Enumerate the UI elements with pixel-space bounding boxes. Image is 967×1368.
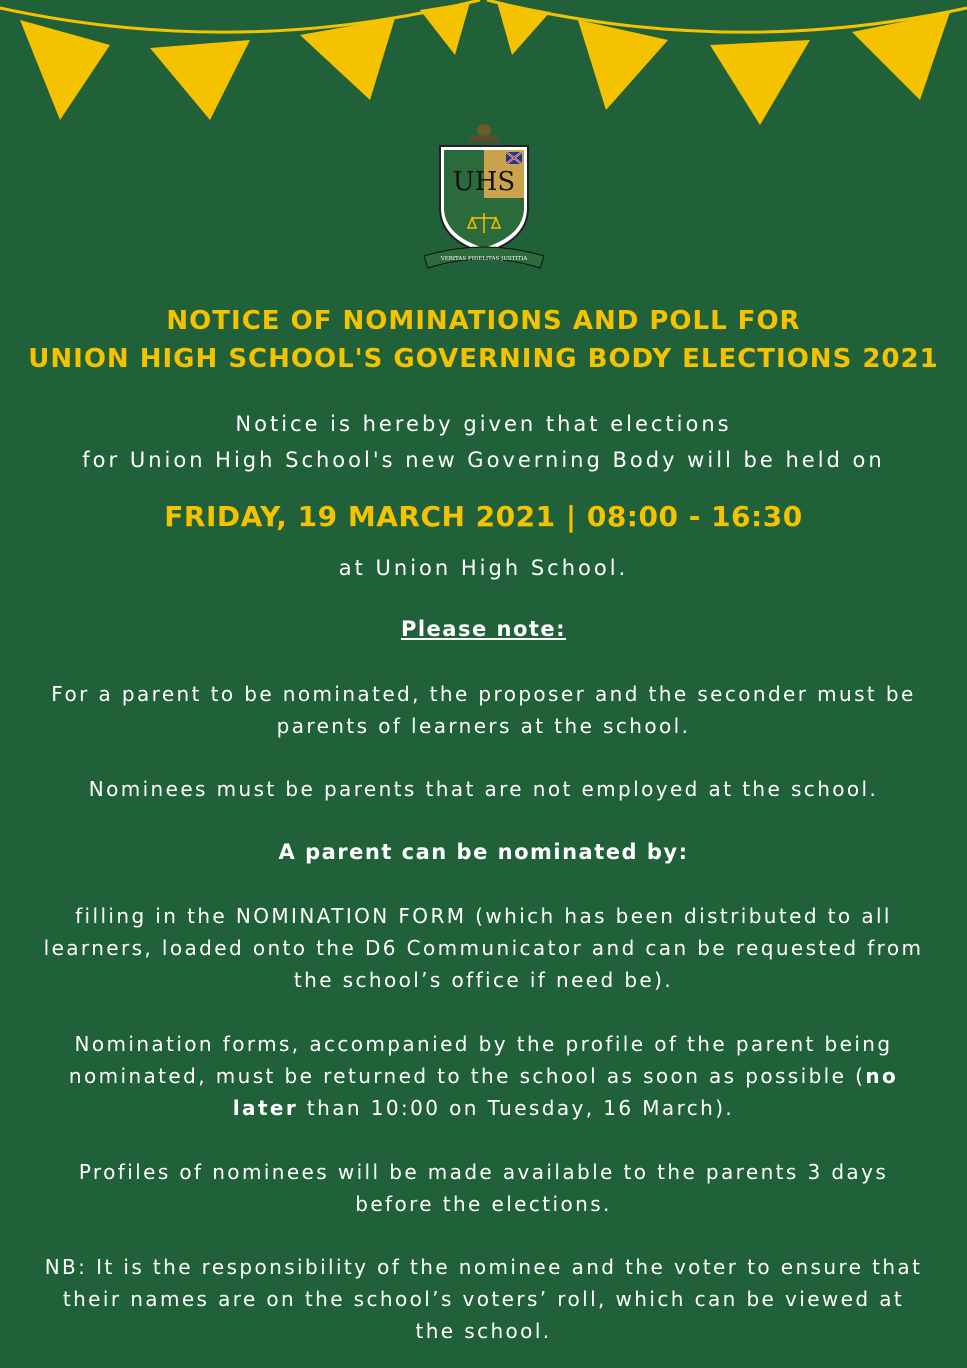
paragraph-proposer-seconder: For a parent to be nominated, the proposer and the seconder must be parents of learners at the school.	[51, 682, 916, 738]
intro-line-2: for Union High School's new Governing Body will be held on	[82, 448, 885, 472]
flag	[300, 18, 395, 100]
school-crest-logo	[422, 118, 546, 273]
crest-motto: VERITAS FIDELITAS JUSTITIA	[440, 256, 528, 262]
flag	[710, 40, 810, 125]
paragraph-profiles: Profiles of nominees will be made available to the parents 3 days before the elections.	[78, 1160, 889, 1216]
location-text: at Union High School.	[338, 556, 629, 580]
intro-line-1: Notice is hereby given that elections	[235, 412, 732, 436]
crest-initials: UHS	[452, 167, 516, 197]
title-line-1: NOTICE OF NOMINATIONS AND POLL FOR	[166, 306, 801, 336]
title-line-2: UNION HIGH SCHOOL'S GOVERNING BODY ELECTIONS 2021	[28, 344, 939, 374]
flag	[497, 2, 550, 55]
election-datetime: FRIDAY, 19 MARCH 2021 | 08:00 - 16:30	[164, 500, 803, 533]
return-forms-text-a: Nomination forms, accompanied by the profile of the parent being nominated, must be returned to the school as soon as possible (	[68, 1032, 893, 1088]
paragraph-nomination-form: filling in the NOMINATION FORM (which has been distributed to all learners, loaded onto the D6 Communicator and can be requested from the school’s office if need be).	[43, 904, 924, 992]
flag	[20, 20, 110, 120]
return-forms-text-b: than 10:00 on Tuesday, 16 March).	[298, 1096, 735, 1120]
please-note-heading: Please note:	[400, 617, 567, 641]
flag	[578, 20, 668, 110]
nominated-by-heading: A parent can be nominated by:	[278, 840, 689, 864]
no-later-emphasis: no later	[232, 1064, 899, 1120]
paragraph-voters-roll: NB: It is the responsibility of the nominee and the voter to ensure that their names are on the school’s voters’ roll, which can be viewed at the school.	[44, 1255, 923, 1343]
flag	[150, 40, 250, 120]
paragraph-return-forms	[40, 1028, 927, 1124]
flag	[420, 2, 470, 55]
paragraph-nominee-employment: Nominees must be parents that are not employed at the school.	[88, 777, 879, 801]
